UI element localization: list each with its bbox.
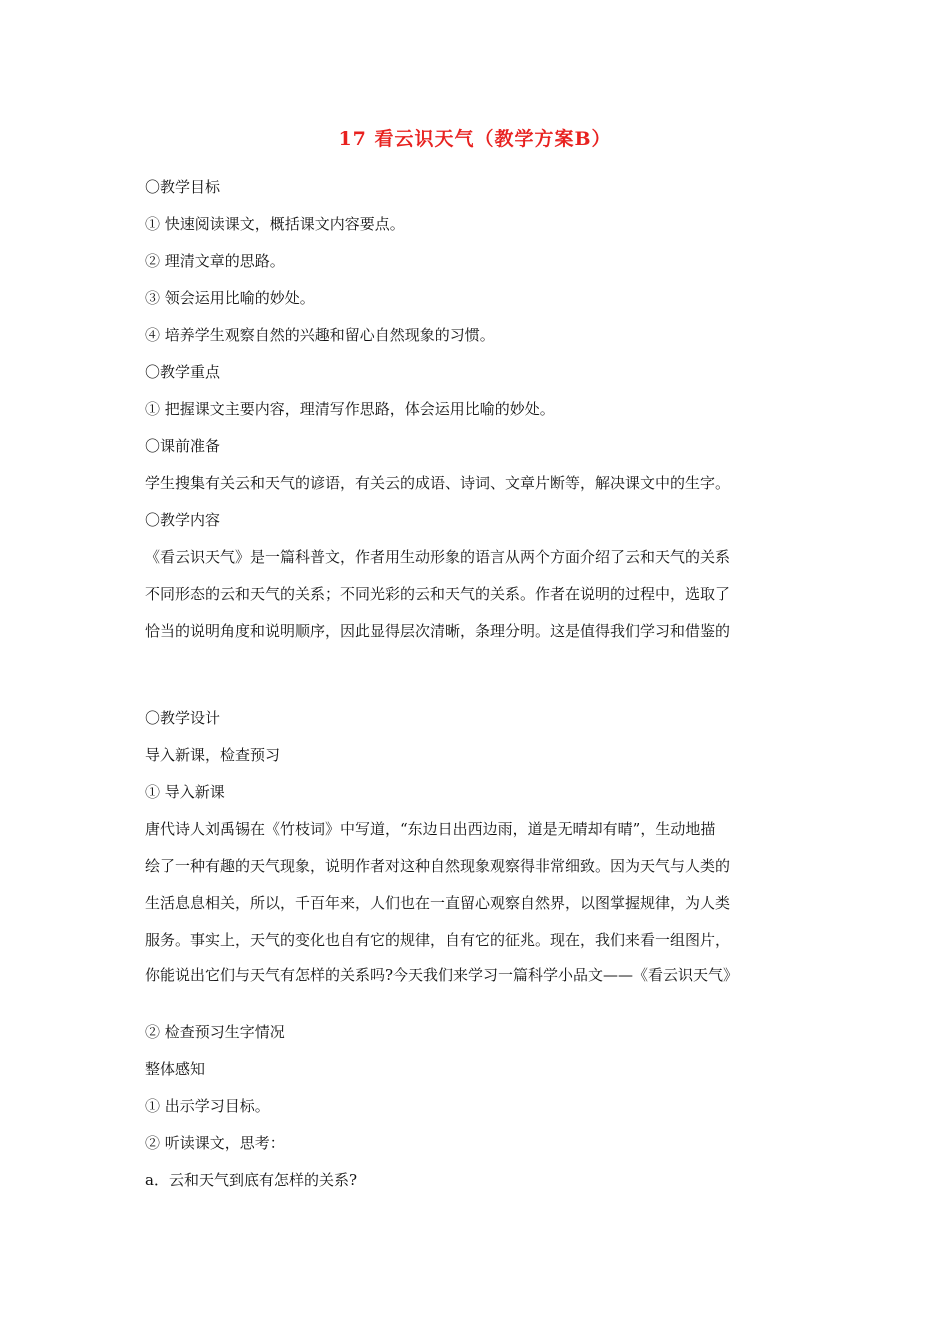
step-check-preview: ② 检查预习生字情况 xyxy=(145,1023,285,1041)
step-show-goals: ① 出示学习目标。 xyxy=(145,1097,270,1115)
goal-item-1: ① 快速阅读课文，概括课文内容要点。 xyxy=(145,215,405,233)
goal-item-4: ④ 培养学生观察自然的兴趣和留心自然现象的习惯。 xyxy=(145,326,495,344)
heading-teaching-content: 〇教学内容 xyxy=(145,511,221,529)
focus-item-1: ① 把握课文主要内容，理清写作思路，体会运用比喻的妙处。 xyxy=(145,400,555,418)
goal-item-3: ③ 领会运用比喻的妙处。 xyxy=(145,289,315,307)
step-listen-think: ② 听读课文，思考： xyxy=(145,1134,285,1152)
content-paragraph-line-2: 不同形态的云和天气的关系；不同光彩的云和天气的关系。作者在说明的过程中，选取了 xyxy=(145,585,731,603)
heading-teaching-focus: 〇教学重点 xyxy=(145,363,221,381)
intro-paragraph-line-2: 绘了一种有趣的天气现象，说明作者对这种自然现象观察得非常细致。因为天气与人类的 xyxy=(145,857,731,875)
heading-preparation: 〇课前准备 xyxy=(145,437,221,455)
intro-paragraph-line-3: 生活息息相关，所以，千百年来，人们也在一直留心观察自然界，以图掌握规律，为人类 xyxy=(145,894,731,912)
intro-paragraph-line-4: 服务。事实上，天气的变化也自有它的规律，自有它的征兆。现在，我们来看一组图片， xyxy=(145,931,731,949)
document-title: 17 看云识天气（教学方案B） xyxy=(338,128,612,150)
question-a: a．云和天气到底有怎样的关系? xyxy=(145,1171,357,1189)
heading-teaching-goals: 〇教学目标 xyxy=(145,178,221,196)
heading-teaching-design: 〇教学设计 xyxy=(145,709,221,727)
goal-item-2: ② 理清文章的思路。 xyxy=(145,252,285,270)
step-intro-new-lesson: ① 导入新课 xyxy=(145,783,225,801)
content-paragraph-line-1: 《看云识天气》是一篇科普文，作者用生动形象的语言从两个方面介绍了云和天气的关系 xyxy=(145,548,731,566)
subheading-overall-perception: 整体感知 xyxy=(145,1060,206,1078)
preparation-text: 学生搜集有关云和天气的谚语，有关云的成语、诗词、文章片断等，解决课文中的生字。 xyxy=(145,474,731,492)
intro-paragraph-line-1: 唐代诗人刘禹锡在《竹枝词》中写道，“东边日出西边雨，道是无晴却有晴”，生动地描 xyxy=(145,820,716,838)
intro-paragraph-line-5: 你能说出它们与天气有怎样的关系吗?今天我们来学习一篇科学小品文——《看云识天气》 xyxy=(145,966,739,984)
subheading-intro-preview: 导入新课，检查预习 xyxy=(145,746,281,764)
content-paragraph-line-3: 恰当的说明角度和说明顺序，因此显得层次清晰，条理分明。这是值得我们学习和借鉴的 xyxy=(145,622,731,640)
